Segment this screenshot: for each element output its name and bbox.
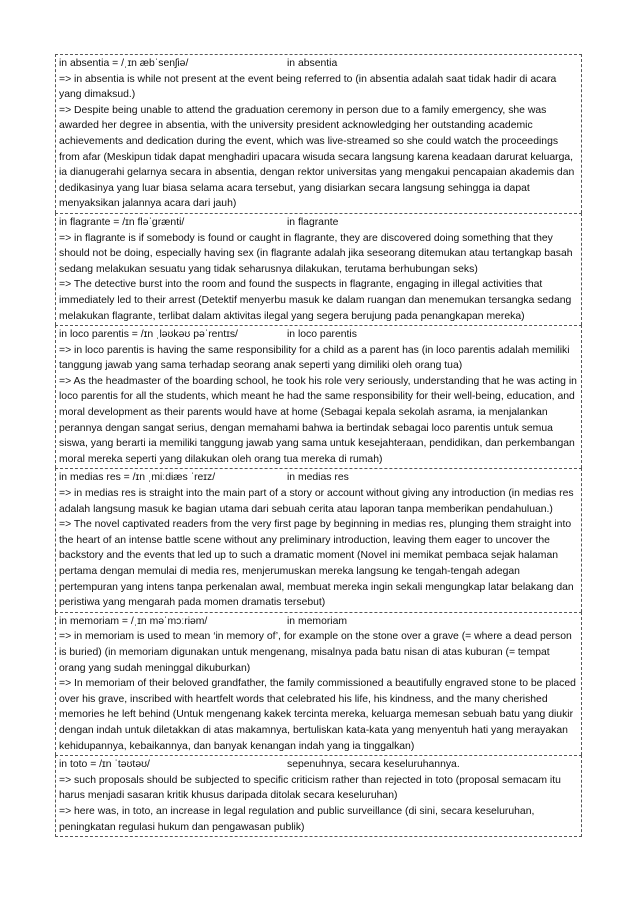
definition: => such proposals should be subjected to specific criticism rather than rejected in toto (proposal semacam itu harus menjadi sasaran kritik khusus daripada ditolak secara keseluruhan) xyxy=(59,774,561,802)
gloss: sepenuhnya, secara keseluruhannya. xyxy=(287,759,460,771)
headword: in memoriam = /ˌɪn məˈmɔːriəm/ xyxy=(59,615,208,627)
example: => Despite being unable to attend the graduation ceremony in person due to a family emergency, she was awarded her degree in absentia, with the university president acknowledging her outstanding academic achievements and dedication during the event, which was live-streamed so she could watch the proceedings from afar (Meskipun tidak dapat menghadiri upacara wisuda secara langsung karena keadaan darurat keluarga, ia dianugerahi gelarnya secara in absentia, dengan rektor universitas yang mengakui pencapaian akademis dan dedikasinya yang luar biasa selama acara tersebut, yang disiarkan secara langsung sehingga ia dapat menyaksikan jalannya acara dari jauh) xyxy=(59,104,575,210)
entry-in-flagrante xyxy=(55,213,582,325)
example: => In memoriam of their beloved grandfather, the family commissioned a beautifully engraved stone to be placed over his grave, inscribed with heartfelt words that celebrated his life, his kindness, and the many cherished memories he left behind (Untuk mengenang kakek tercinta mereka, keluarga memesan sebuah batu yang diukir dengan indah untuk diletakkan di atas makamnya, bertuliskan kata-kata yang menyentuh hati yang merayakan kehidupannya, kebaikannya, dan banyak kenangan indah yang ia tinggalkan) xyxy=(59,678,576,752)
gloss: in medias res xyxy=(287,472,349,484)
entry-header xyxy=(59,470,578,486)
entry-header xyxy=(59,327,578,343)
entry-header xyxy=(59,56,578,72)
example: => As the headmaster of the boarding school, he took his role very seriously, understanding that he was acting in loco parentis for all the students, which meant he had the same responsibility for their well-being, education, and moral development as their parents would have at home (Sebagai kepala sekolah asrama, ia menjalankan perannya dengan sangat serius, dengan memahami bahwa ia bertindak sebagai loco parentis untuk semua siswa, yang berarti ia memiliki tanggung jawab yang sama untuk kesejahteraan, pendidikan, dan perkembangan moral mereka seperti yang dilakukan oleh orang tua mereka di rumah) xyxy=(59,375,577,465)
entry-header xyxy=(59,215,578,231)
entry-in-toto xyxy=(55,755,582,837)
entry-in-loco-parentis xyxy=(55,325,582,468)
entry-header xyxy=(59,757,578,773)
vocabulary-table xyxy=(55,54,582,837)
example: => The detective burst into the room and found the suspects in flagrante, engaging in illegal activities that immediately led to their arrest (Detektif menyerbu masuk ke dalam ruangan dan menemukan tersangka sedang melakukan flagrante, terlibat dalam aktivitas ilegal yang segera berujung pada penangkapan mereka) xyxy=(59,279,572,322)
entry-in-absentia xyxy=(55,54,582,213)
definition: => in memoriam is used to mean ‘in memory of’, for example on the stone over a grave (= where a dead person is buried) (in memoriam digunakan untuk mengenang, misalnya pada batu nisan di atas kuburan (= tempat orang yang sudah meninggal dikuburkan) xyxy=(59,631,572,674)
entry-header xyxy=(59,614,578,630)
definition: => in flagrante is if somebody is found or caught in flagrante, they are discovered doing something that they should not be doing, especially having sex (in flagrante adalah jika seseorang ditemukan atau tertangkap basah sedang melakukan sesuatu yang tidak seharusnya dilakukan, terutama berhubungan seks) xyxy=(59,232,573,275)
example: => The novel captivated readers from the very first page by beginning in medias res, plunging them straight into the heart of an intense battle scene without any preliminary introduction, leaving them eager to uncover the backstory and the events that led up to such a dramatic moment (Novel ini memikat pembaca sejak halaman pertama dengan memulai di media res, menjerumuskan mereka langsung ke tengah-tengah adegan pertempuran yang intens tanpa perkenalan awal, membuat mereka ingin sekali mengungkap latar belakang dan peristiwa yang mengarah pada momen dramatis tersebut) xyxy=(59,519,574,609)
definition: => in absentia is while not present at the event being referred to (in absentia adalah saat tidak hadir di acara yang dimaksud.) xyxy=(59,73,557,101)
headword: in loco parentis = /ɪn ˌləʊkəʊ pəˈrentɪs/ xyxy=(59,329,238,341)
headword: in flagrante = /ɪn fləˈɡrænti/ xyxy=(59,216,185,228)
gloss: in loco parentis xyxy=(287,329,357,341)
gloss: in flagrante xyxy=(287,216,339,228)
gloss: in memoriam xyxy=(287,615,348,627)
definition: => in medias res is straight into the main part of a story or account without giving any introduction (in medias res adalah langsung masuk ke bagian utama dari sebuah cerita atau laporan tanpa memberikan pendahuluan.) xyxy=(59,488,574,515)
example: => here was, in toto, an increase in legal regulation and public surveillance (di sini, secara keseluruhan, peningkatan regulasi hukum dan pengawasan publik) xyxy=(59,805,535,833)
headword: in toto = /ɪn ˈtəʊtəʊ/ xyxy=(59,759,150,771)
entry-in-memoriam xyxy=(55,612,582,755)
entry-in-medias-res xyxy=(55,468,582,611)
headword: in medias res = /ɪn ˌmiːdiæs ˈreɪz/ xyxy=(59,472,216,484)
headword: in absentia = /ˌɪn æbˈsenʃiə/ xyxy=(59,58,189,69)
gloss: in absentia xyxy=(287,58,338,69)
definition: => in loco parentis is having the same responsibility for a child as a parent has (in loco parentis adalah memiliki tanggung jawab yang sama terhadap seorang anak seperti yang dimiliki oleh orang tua) xyxy=(59,344,570,372)
